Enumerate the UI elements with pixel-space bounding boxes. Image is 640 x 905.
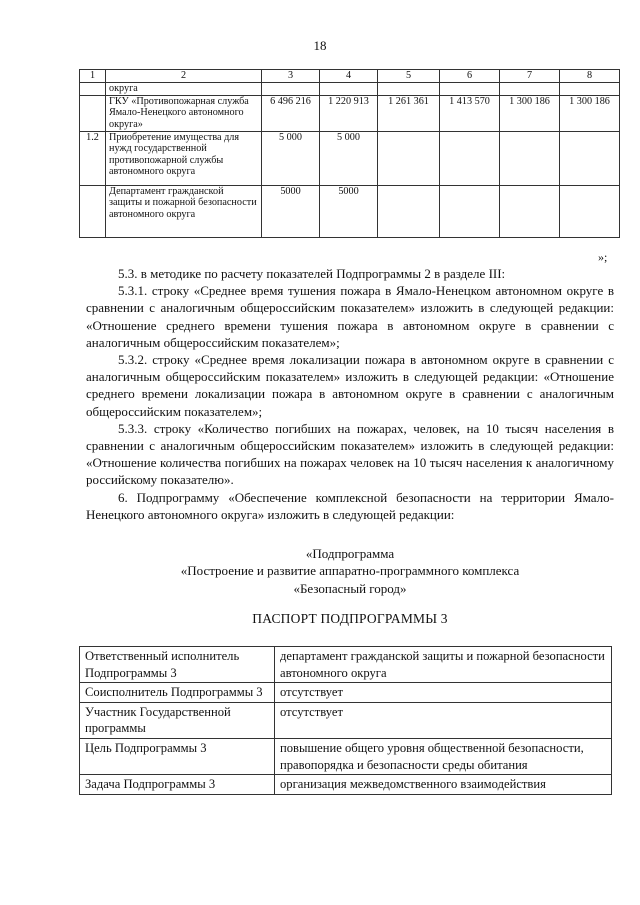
value-cell [560,185,620,237]
passport-label: Ответственный исполнитель Подпрограммы 3 [80,647,275,683]
subprogram-heading [80,545,620,597]
subprogram-heading-line: «Безопасный город» [293,580,407,596]
row-name: округа [106,83,262,96]
passport-row [80,702,612,738]
row-name: Департамент гражданской защиты и пожарной безопасности автономного округа [106,185,262,237]
paragraph-5-3-3: 5.3.3. строку «Количество погибших на пожарах, человек, на 10 тысяч населения в сравнении с аналогичным общероссийским показателем» изложить в следующей редакции: «Отношение количества погибших на пожарах человек на 10 тысяч населения к аналогичному российскому показателю». [86,420,614,488]
table-row [80,185,620,237]
value-cell [500,131,560,185]
value-cell [378,185,440,237]
header-cell: 7 [500,70,560,83]
subprogram-heading-line: «Подпрограмма [305,546,395,561]
value-cell [378,131,440,185]
paragraph-6: 6. Подпрограмму «Обеспечение комплексной безопасности на территории Ямало-Ненецкого автономного округа» изложить в следующей редакции: [86,489,614,522]
table-row [80,95,620,131]
row-number: 1.2 [80,131,106,185]
paragraph-5-3-1: 5.3.1. строку «Среднее время тушения пожара в Ямало-Ненецком автономном округе в сравнении с аналогичным общероссийским показателем» изложить в следующей редакции: «Отношение среднего времени тушения пожара в автономном округе в сравнении с аналогичным общероссийским показателем»; [86,283,614,350]
paragraph-5-3-2: 5.3.2. строку «Среднее время локализации пожара в автономном округе в сравнении с аналогичным общероссийским показателем» изложить в следующей редакции: «Отношение среднего времени локализации пожара в автономном округе в сравнении с аналогичным общероссийским показателем»; [86,352,614,419]
passport-label: Участник Государственной программы [80,702,275,738]
value-cell: 5 000 [320,131,378,185]
table-header-row [80,70,620,83]
passport-value: отсутствует [275,702,612,738]
value-cell [378,83,440,96]
value-cell [320,83,378,96]
value-cell: 1 220 913 [320,95,378,131]
value-cell: 5 000 [262,131,320,185]
value-cell [440,83,500,96]
funding-table [79,69,620,238]
passport-title: ПАСПОРТ ПОДПРОГРАММЫ 3 [252,611,448,626]
passport-label: Соисполнитель Подпрограммы 3 [80,683,275,703]
passport-row [80,683,612,703]
value-cell [440,131,500,185]
value-cell: 1 413 570 [440,95,500,131]
header-cell: 2 [106,70,262,83]
passport-value: повышение общего уровня общественной безопасности, правопорядка и безопасности среды обитания [275,738,612,774]
value-cell [500,83,560,96]
header-cell: 6 [440,70,500,83]
passport-value: департамент гражданской защиты и пожарной безопасности автономного округа [275,647,612,683]
header-cell: 5 [378,70,440,83]
passport-value: отсутствует [275,683,612,703]
passport-label: Задача Подпрограммы 3 [80,775,275,795]
passport-table [79,646,612,795]
header-cell: 8 [560,70,620,83]
row-number [80,95,106,131]
table-row [80,131,620,185]
header-cell: 3 [262,70,320,83]
paragraph-5-3: 5.3. в методике по расчету показателей Подпрограммы 2 в разделе III: [118,266,506,281]
row-number [80,185,106,237]
value-cell: 1 300 186 [500,95,560,131]
passport-label: Цель Подпрограммы 3 [80,738,275,774]
row-name: ГКУ «Противопожарная служба Ямало-Ненецкого автономного округа» [106,95,262,131]
amendment-text [86,265,614,523]
passport-row [80,647,612,683]
value-cell: 5000 [262,185,320,237]
table-closing-quote: »; [598,250,608,264]
value-cell [262,83,320,96]
value-cell [500,185,560,237]
header-cell: 1 [80,70,106,83]
row-name: Приобретение имущества для нужд государственной противопожарной службы автономного округа [106,131,262,185]
value-cell: 5000 [320,185,378,237]
passport-row [80,738,612,774]
passport-row [80,775,612,795]
header-cell: 4 [320,70,378,83]
value-cell: 6 496 216 [262,95,320,131]
table-row [80,83,620,96]
page-number: 18 [313,38,327,53]
value-cell: 1 261 361 [378,95,440,131]
passport-value: организация межведомственного взаимодействия [275,775,612,795]
value-cell: 1 300 186 [560,95,620,131]
subprogram-heading-line: «Построение и развитие аппаратно-программного комплекса [180,563,520,579]
value-cell [560,131,620,185]
value-cell [560,83,620,96]
value-cell [440,185,500,237]
row-number [80,83,106,96]
